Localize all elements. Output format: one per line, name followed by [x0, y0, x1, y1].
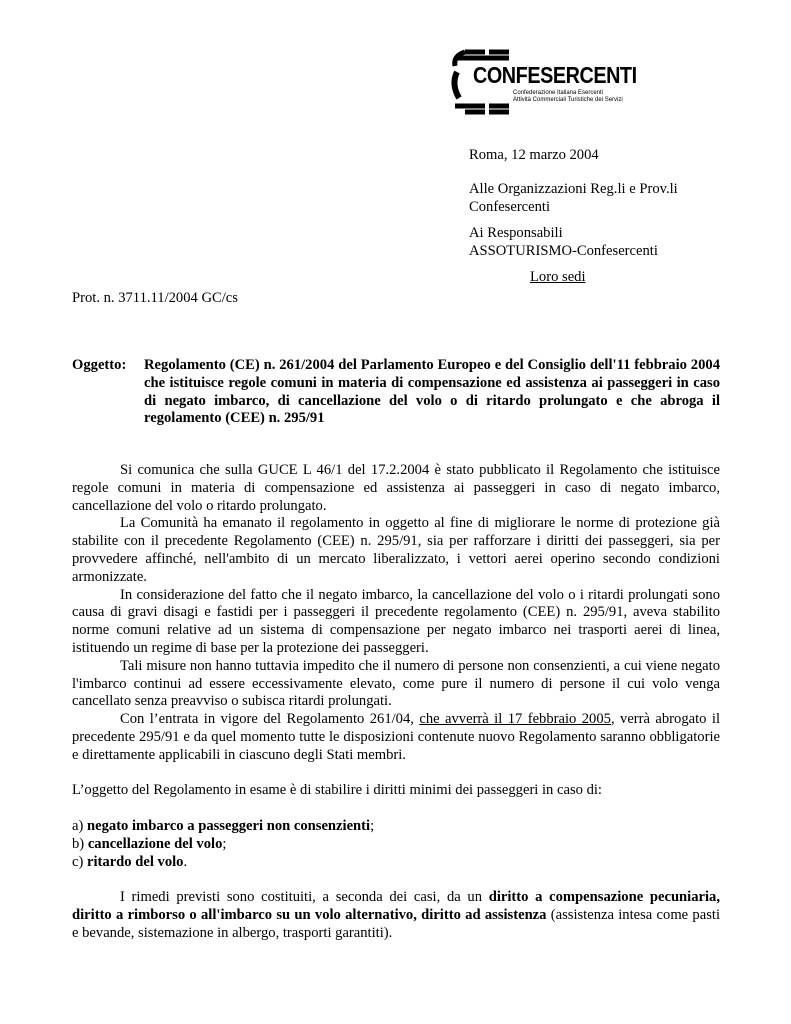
addressee-line: Confesercenti: [469, 199, 551, 215]
list-marker: a): [72, 817, 87, 834]
paragraph: Tali misure non hanno tuttavia impedito che il numero di persone non consenzienti, a cui viene negato l'imbarco continui ad essere eccessivamente elevato, come pure il numero di persone il cui volo venga cancellato senza preavviso o subisca ritardi prolungati.: [72, 657, 720, 710]
text-run: (assistenza intesa come pasti e bevande, sistemazione in albergo, trasporti garantiti).: [72, 906, 720, 941]
list-punct: ;: [370, 817, 375, 834]
paragraph: In considerazione del fatto che il negato imbarco, la cancellazione del volo o i ritardi prolungati sono causa di gravi disagi e fastidi per i passeggeri il precedente regolamento (CEE) n. 295/91, aveva stabilito norme comuni relative ad un sistema di compensazione per negato imbarco nei trasporti aerei di linea, istituendo un regime di base per la protezione dei passeggeri.: [72, 586, 720, 656]
list-marker: c): [72, 853, 87, 870]
logo-name: CONFESERCENTI: [473, 62, 637, 88]
list-text: negato imbarco a passeggeri non consenzienti: [87, 817, 371, 834]
list-item: [72, 836, 720, 854]
list-text: ritardo del volo: [87, 853, 184, 870]
paragraph: L’oggetto del Regolamento in esame è di stabilire i diritti minimi dei passeggeri in caso di:: [72, 782, 602, 799]
list-text: cancellazione del volo: [87, 835, 223, 852]
addressee-line: Ai Responsabili: [469, 225, 563, 241]
text-run: I rimedi previsti sono costituiti, a seconda dei casi, da un: [120, 889, 489, 906]
list-item: [72, 818, 720, 836]
subject-label: Oggetto:: [72, 357, 127, 373]
confesercenti-logo: [443, 44, 637, 120]
spacer: [72, 800, 720, 818]
text-run: , verrà abrogato il precedente 295/91 e da quel momento tutte le disposizioni contenute nuovo Regolamento saranno obbligatorie e direttamente applicabili in ciascuno degli Stati membri.: [72, 711, 720, 763]
loro-sedi: Loro sedi: [530, 269, 586, 285]
spacer: [72, 765, 720, 783]
paragraph: [72, 889, 720, 942]
list-punct: ;: [222, 835, 227, 852]
addressee-line: Alle Organizzazioni Reg.li e Prov.li: [469, 181, 678, 197]
spacer: [72, 871, 720, 889]
list-item: [72, 854, 720, 872]
addressee-line: ASSOTURISMO-Confesercenti: [469, 243, 658, 259]
bold-text: diritto a compensazione pecuniaria, diritto a rimborso o all'imbarco su un volo alternativo, diritto ad assistenza: [72, 889, 721, 923]
logo-subtitle-2: Attività Commerciali Turistiche dei Servizi: [513, 97, 623, 103]
paragraph: La Comunità ha emanato il regolamento in oggetto al fine di migliorare le norme di protezione già stabilite con il precedente Regolamento (CEE) n. 295/91, sia per rafforzare i diritti dei passeggeri, sia per provvedere affinché, nell'ambito di un mercato liberalizzato, i vettori aerei operino secondo condizioni armonizzate.: [72, 515, 720, 585]
paragraph: Si comunica che sulla GUCE L 46/1 del 17.2.2004 è stato pubblicato il Regolamento che istituisce regole comuni in materia di compensazione ed assistenza ai passeggeri in caso di negato imbarco, cancellazione del volo o ritardo prolungato.: [72, 462, 720, 514]
logo-subtitle-1: Confederazione Italiana Esercenti: [513, 90, 604, 96]
subject-block: [72, 357, 720, 428]
list-punct: .: [183, 853, 188, 870]
protocol-number: Prot. n. 3711.11/2004 GC/cs: [72, 290, 238, 306]
underlined-date-text: che avverrà il 17 febbraio 2005: [419, 711, 611, 728]
text-run: Con l’entrata in vigore del Regolamento 261/04,: [120, 711, 420, 728]
list-marker: b): [72, 835, 88, 852]
letter-date: Roma, 12 marzo 2004: [469, 147, 599, 163]
letter-body: [72, 462, 720, 943]
paragraph: [72, 711, 720, 764]
subject-text: Regolamento (CE) n. 261/2004 del Parlamento Europeo e del Consiglio dell'11 febbraio 2004 che istituisce regole comuni in materia di compensazione ed assistenza ai passeggeri in caso di negato imbarco, di cancellazione del volo o di ritardo prolungato e che abroga il regolamento (CEE) n. 295/91: [144, 357, 720, 427]
